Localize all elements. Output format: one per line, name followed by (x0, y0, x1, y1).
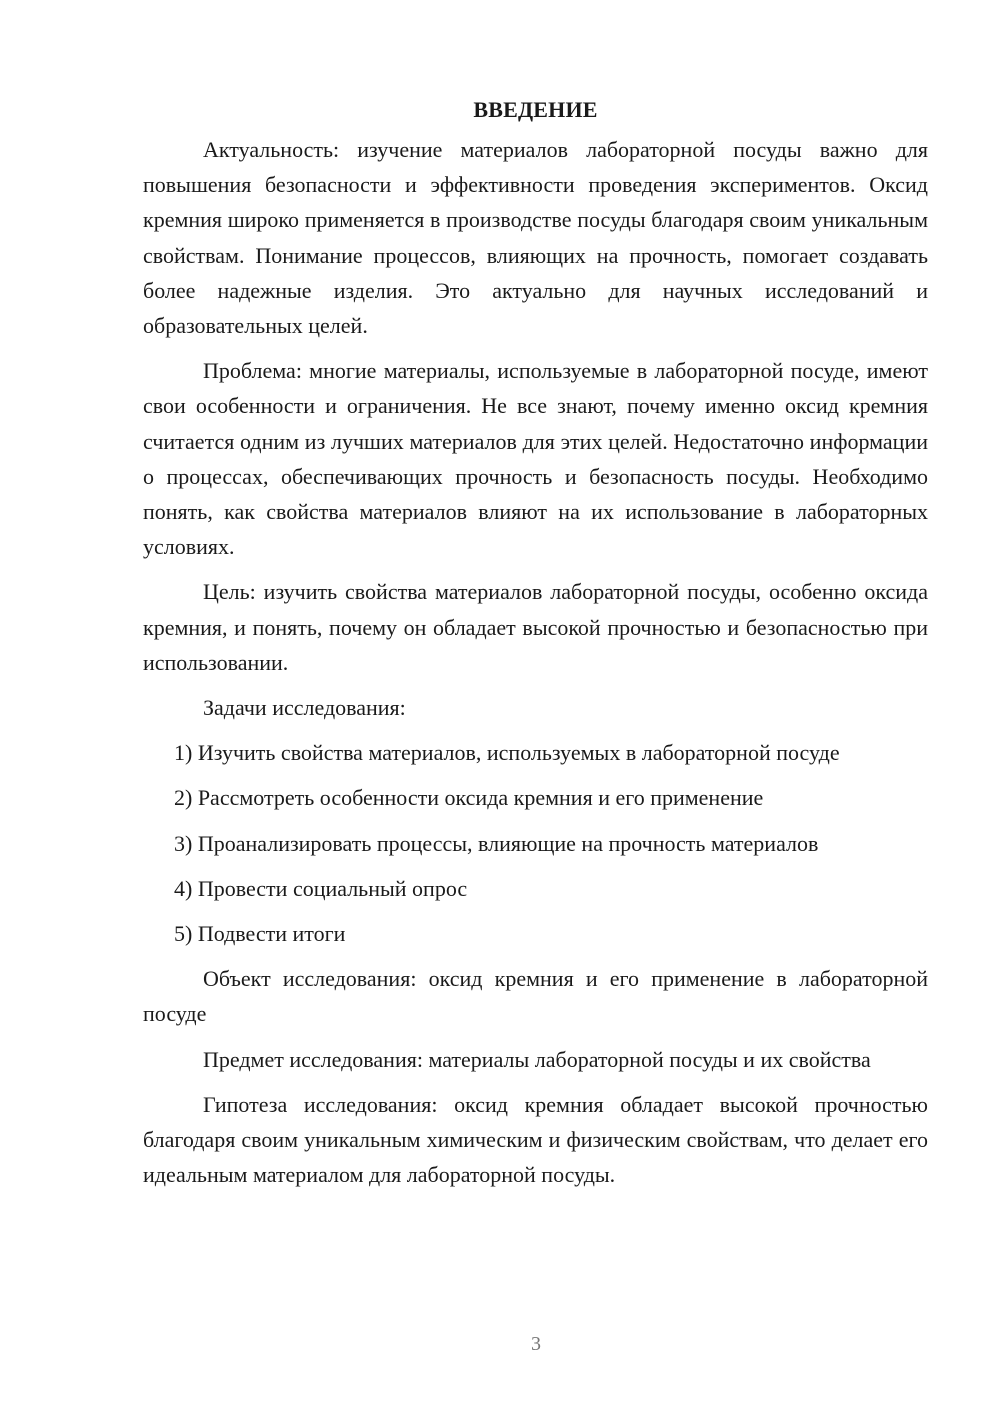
paragraph-object: Объект исследования: оксид кремния и его применение в лабораторной посуде (143, 966, 928, 1027)
page-number: 3 (531, 1333, 541, 1355)
paragraph-problem: Проблема: многие материалы, используемые в лабораторной посуде, имеют свои особенности и ограничения. Не все знают, почему именно оксид кремния считается одним из лучших материалов для этих целей. Недостаточно информации о процессах, обеспечивающих прочность и безопасность посуды. Необходимо понять, как свойства материалов влияют на их использование в лабораторных условиях. (143, 358, 928, 560)
tasks-list (143, 735, 928, 951)
task-item-2: 2) Рассмотреть особенности оксида кремния и его применение (174, 785, 764, 811)
paragraph-goal: Цель: изучить свойства материалов лабораторной посуды, особенно оксида кремния, и понять, почему он обладает высокой прочностью и безопасностью при использовании. (143, 579, 928, 675)
task-item-1: 1) Изучить свойства материалов, используемых в лабораторной посуде (174, 740, 840, 766)
task-item-4: 4) Провести социальный опрос (174, 875, 468, 901)
paragraph-relevance: Актуальность: изучение материалов лабораторной посуды важно для повышения безопасности и эффективности проведения экспериментов. Оксид кремния широко применяется в производстве посуды благодаря своим уникальным свойствам. Понимание процессов, влияющих на прочность, помогает создавать более надежные изделия. Это актуально для научных исследований и образовательных целей. (143, 137, 928, 339)
paragraph-subject: Предмет исследования: материалы лабораторной посуды и их свойства (203, 1046, 871, 1072)
document-page (143, 92, 928, 1202)
section-title: ВВЕДЕНИЕ (473, 97, 598, 122)
tasks-heading: Задачи исследования: (203, 695, 406, 721)
task-item-3: 3) Проанализировать процессы, влияющие на прочность материалов (174, 830, 819, 856)
task-item-5: 5) Подвести итоги (174, 921, 346, 947)
paragraph-hypothesis: Гипотеза исследования: оксид кремния обладает высокой прочностью благодаря своим уникальным химическим и физическим свойствам, что делает его идеальным материалом для лабораторной посуды. (143, 1091, 928, 1188)
